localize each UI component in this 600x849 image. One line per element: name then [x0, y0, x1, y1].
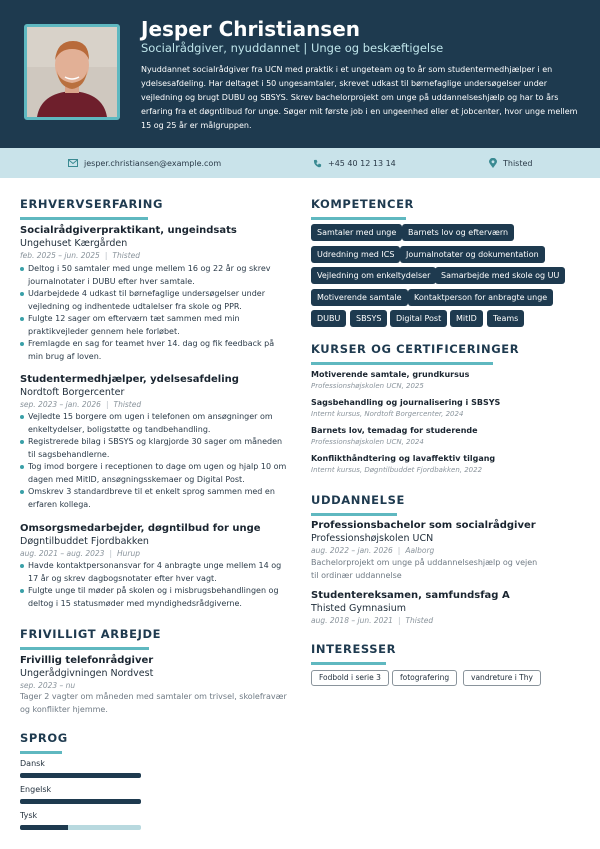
skill-chip: Samtaler med unge	[311, 224, 402, 241]
job-title: Studentermedhjælper, ydelsesafdeling	[20, 374, 239, 385]
skill-chip: Vejledning om enkeltydelser	[311, 267, 436, 284]
list-item: Registrerede bilag i SBSYS og klargjorde 30 sager om måneden til sagsbehandlerne.	[20, 436, 290, 461]
course-title: Sagsbehandling og journalisering i SBSYS	[311, 398, 501, 407]
job-meta: sep. 2023 – jan. 2026 | Thisted	[20, 400, 142, 409]
volunteer-dates: sep. 2023 – nu	[20, 681, 76, 690]
skill-chip: Barnets lov og efterværn	[402, 224, 514, 241]
skill-chip: SBSYS	[350, 310, 387, 327]
employer: Døgntilbuddet Fjordbakken	[20, 536, 149, 547]
language-level-fill	[20, 825, 68, 830]
course-title: Konflikthåndtering og lavaffektiv tilgang	[311, 454, 496, 463]
job-title: Omsorgsmedarbejder, døgntilbud for unge	[20, 523, 261, 534]
skill-chip: Digital Post	[390, 310, 447, 327]
language-level-bar	[20, 773, 141, 778]
section-skills-heading: KOMPETENCER	[311, 197, 414, 211]
language-level-fill	[20, 799, 141, 804]
list-item: Omskrev 3 standardbreve til et enkelt sprog sammen med en erfaren kollega.	[20, 486, 290, 511]
profile-summary: Nyuddannet socialrådgiver fra UCN med praktik i et ungeteam og to år som studentermedhjælper i en ydelsesafdeling. Har deltaget i 50 ungesamtaler, skrevet udkast til børnefaglige undersøgelser under vejledning og brugt DUBU og SBSYS. Skrev bachelorprojekt om unge på uddannelseshjælp og har to års erfaring fra et døgntilbud for unge. Søger mit første job i en ungeenhed eller et jobcenter, hvor unge mellem 15 og 25 år er målgruppen.	[141, 65, 578, 130]
contact-phone[interactable]	[313, 148, 396, 178]
course-title: Motiverende samtale, grundkursus	[311, 370, 470, 379]
language-name: Tysk	[20, 811, 38, 820]
job-bullets	[20, 263, 290, 363]
heading-underline	[20, 217, 148, 220]
list-item: Udarbejdede 4 udkast til børnefaglige undersøgelser under vejledning og indhentede udtalelser fra skole og PPR.	[20, 288, 290, 313]
contact-location	[489, 148, 532, 178]
skill-chip: Kontaktperson for anbragte unge	[408, 289, 553, 306]
education-description: Bachelorprojekt om unge på uddannelseshjælp og vejen til ordinær uddannelse	[311, 558, 538, 580]
list-item: Fulgte 12 sager om efterværn tæt sammen med min praktikvejleder gennem hele forløbet.	[20, 313, 290, 338]
skill-chip: Teams	[487, 310, 524, 327]
skill-chip: MitID	[450, 310, 483, 327]
degree-title: Professionsbachelor som socialrådgiver	[311, 520, 536, 531]
heading-underline	[311, 662, 386, 665]
skill-chip: Journalnotater og dokumentation	[400, 246, 545, 263]
interest-tag: Fodbold i serie 3	[311, 670, 389, 686]
skill-chip: Udredning med ICS	[311, 246, 400, 263]
job-bullets	[20, 411, 290, 511]
education-meta: aug. 2018 – jun. 2021 | Thisted	[311, 616, 434, 625]
heading-underline	[311, 513, 397, 516]
skill-chip: Samarbejde med skole og UU	[435, 267, 565, 284]
language-name: Engelsk	[20, 785, 52, 794]
skill-chip: Motiverende samtale	[311, 289, 408, 306]
language-level-bar	[20, 799, 141, 804]
mail-icon	[68, 159, 78, 167]
section-education-heading: UDDANNELSE	[311, 493, 405, 507]
course-meta: Internt kursus, Døgntilbuddet Fjordbakken, 2022	[311, 466, 483, 474]
contact-bar	[0, 148, 600, 178]
location-text: Thisted	[503, 158, 533, 168]
section-languages-heading: SPROG	[20, 731, 68, 745]
volunteer-description: Tager 2 vagter om måneden med samtaler om trivsel, skolefravær og konflikter hjemme.	[20, 692, 287, 714]
language-level-bar	[20, 825, 141, 830]
skill-chip: DUBU	[311, 310, 346, 327]
job-headline: Socialrådgiver, nyuddannet | Unge og beskæftigelse	[141, 41, 444, 55]
language-name: Dansk	[20, 759, 45, 768]
location-pin-icon	[489, 158, 497, 168]
phone-icon	[313, 159, 322, 168]
interest-tag: vandreture i Thy	[463, 670, 541, 686]
course-meta: Internt kursus, Nordtoft Borgercenter, 2024	[311, 410, 464, 418]
list-item: Vejledte 15 borgere om ugen i telefonen om ansøgninger om enkeltydelser, boligstøtte og tandbehandling.	[20, 411, 290, 436]
list-item: Deltog i 50 samtaler med unge mellem 16 og 22 år og skrev journalnotater i DUBU efter hver samtale.	[20, 263, 290, 288]
volunteer-title: Frivillig telefonrådgiver	[20, 655, 154, 666]
section-courses-heading: KURSER OG CERTIFICERINGER	[311, 342, 519, 356]
list-item: Fremlagde en sag for teamet hver 14. dag og fik feedback på min brug af loven.	[20, 338, 290, 363]
school-name: Thisted Gymnasium	[311, 603, 406, 614]
heading-underline	[20, 751, 62, 754]
education-meta: aug. 2022 – jan. 2026 | Aalborg	[311, 546, 435, 555]
full-name: Jesper Christiansen	[141, 17, 361, 41]
list-item: Havde kontaktpersonansvar for 4 anbragte unge mellem 14 og 17 år og skrev dagbogsnotater efter hver vagt.	[20, 560, 290, 585]
course-meta: Professionshøjskolen UCN, 2025	[311, 382, 424, 390]
email-text: jesper.christiansen@example.com	[84, 158, 222, 168]
section-volunteer-heading: FRIVILLIGT ARBEJDE	[20, 627, 161, 641]
employer: Ungehuset Kærgården	[20, 238, 128, 249]
employer: Nordtoft Borgercenter	[20, 387, 125, 398]
job-meta: feb. 2025 – jun. 2025 | Thisted	[20, 251, 141, 260]
degree-title: Studentereksamen, samfundsfag A	[311, 590, 510, 601]
phone-text: +45 40 12 13 14	[328, 158, 396, 168]
job-meta: aug. 2021 – aug. 2023 | Hurup	[20, 549, 140, 558]
job-bullets	[20, 560, 290, 610]
contact-email[interactable]	[68, 148, 221, 178]
section-interests-heading: INTERESSER	[311, 642, 396, 656]
heading-underline	[311, 217, 406, 220]
course-meta: Professionshøjskolen UCN, 2024	[311, 438, 424, 446]
section-experience-heading: ERHVERVSERFARING	[20, 197, 163, 211]
heading-underline	[311, 362, 493, 365]
list-item: Tog imod borgere i receptionen to dage om ugen og hjalp 10 om dagen med MitID, ansøgningsskemaer og Digital Post.	[20, 461, 290, 486]
school-name: Professionshøjskolen UCN	[311, 533, 434, 544]
language-level-fill	[20, 773, 141, 778]
interest-tag: fotografering	[392, 670, 457, 686]
profile-photo	[24, 24, 120, 120]
job-title: Socialrådgiverpraktikant, ungeindsats	[20, 225, 237, 236]
header	[0, 0, 600, 148]
course-title: Barnets lov, temadag for studerende	[311, 426, 478, 435]
heading-underline	[20, 647, 149, 650]
list-item: Fulgte unge til møder på skolen og i misbrugsbehandlingen og deltog i 15 statusmøder med myndighedsrådgiverne.	[20, 585, 290, 610]
volunteer-org: Ungerådgivningen Nordvest	[20, 668, 154, 679]
